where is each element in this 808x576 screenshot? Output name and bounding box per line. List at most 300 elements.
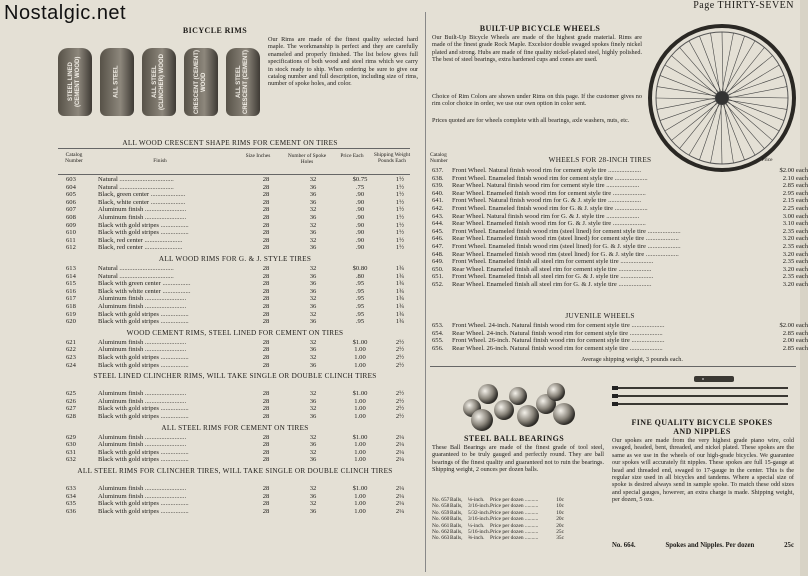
price: 10c — [556, 509, 564, 516]
table-row — [66, 265, 418, 273]
price: $1.00 — [352, 485, 368, 492]
finish: Black with green center ................. — [98, 280, 191, 288]
table-row — [66, 346, 418, 354]
size: 28 — [262, 295, 270, 303]
weight: 1½ — [395, 198, 405, 206]
bearings-title: STEEL BALL BEARINGS — [463, 434, 565, 443]
finish: Black, red center ....................... — [98, 244, 183, 252]
table-row — [66, 339, 418, 347]
size: 28 — [262, 198, 270, 206]
catalog-number: 605 — [66, 191, 76, 199]
description: Rear Wheel. 24-inch. Natural finish wood rim for cement style tire .................... — [452, 329, 663, 337]
table-row — [66, 508, 418, 516]
wheel-spoke — [722, 32, 723, 92]
spoke-holes: 36 — [309, 346, 317, 354]
price-label: Price per dozen .......... — [490, 503, 539, 510]
finish: Black with gold stripes ................. — [98, 448, 189, 456]
price: 2.35 each — [782, 258, 808, 266]
finish: Aluminum finish ......................... — [98, 206, 187, 214]
price: 1.00 — [354, 507, 366, 515]
wheels-description: Our Built-Up Bicycle Wheels are made of the highest grade material. Rims are made of the finest grade Rock Maple. Excelsior double swaged spokes finely nickel plated and strong. Hubs are made of fine quality nickel-plated steel, highly polished. The best of steel bearings, extra hardened cups and cones are used. — [432, 34, 642, 64]
table-row — [66, 206, 418, 214]
catalog-number: 630 — [66, 441, 76, 449]
weight: 1½ — [395, 176, 405, 183]
wheels-price-note: Prices quoted are for wheels complete with all bearings, axle washers, nuts, etc. — [432, 117, 630, 124]
weight: 1¾ — [395, 302, 405, 310]
item-size: ⅜-inch. — [468, 535, 485, 542]
spoke-holes: 36 — [309, 318, 317, 326]
item-number: No. 658 — [432, 503, 450, 510]
price: 2.00 each — [782, 337, 808, 345]
description: Rear Wheel. Natural finish wood rim for G. & J. style tire .................... — [452, 212, 640, 220]
spoke-holes: 32 — [309, 448, 317, 456]
price: 2.35 each — [782, 242, 808, 250]
rim-section-title: ALL WOOD RIMS FOR G. & J. STYLE TIRES — [158, 255, 312, 263]
price: 1.00 — [354, 412, 366, 420]
spoke-holes: 36 — [309, 441, 317, 449]
table-row — [66, 184, 418, 192]
item-number: No. 662 — [432, 528, 450, 535]
wheel-spoke — [728, 65, 780, 96]
ball-bearings-illustration — [458, 378, 582, 438]
weight: 2½ — [395, 338, 405, 346]
catalog-number: 642. — [432, 204, 444, 212]
table-row — [432, 251, 808, 259]
table-row — [432, 205, 808, 213]
weight: 1½ — [395, 213, 405, 221]
item-size: 5/32-inch. — [468, 509, 491, 516]
rim-image-5: ALL STEEL CRESCENT (CEMENT) — [226, 48, 260, 116]
size: 28 — [262, 213, 270, 221]
price: .95 — [355, 302, 365, 310]
price: $1.00 — [352, 390, 368, 398]
price: 1.00 — [354, 405, 366, 413]
price: $1.00 — [352, 338, 368, 346]
spokes-order-desc: Spokes and Nipples. Per dozen — [665, 542, 755, 549]
item-number: No. 657 — [432, 497, 450, 503]
table-row — [66, 493, 418, 501]
weight: 2½ — [395, 346, 405, 354]
table-row — [432, 266, 808, 274]
table-row — [66, 485, 418, 493]
catalog-number: 646. — [432, 235, 444, 243]
weight: 2¼ — [395, 448, 405, 456]
wheel-spoke — [660, 75, 716, 97]
size: 28 — [262, 318, 270, 326]
price: .90 — [355, 229, 365, 237]
size: 28 — [262, 485, 270, 492]
price: 3.20 each — [782, 250, 808, 258]
spoke-holes: 32 — [309, 338, 317, 346]
wheel-spoke — [727, 101, 772, 140]
price: 1.00 — [354, 346, 366, 354]
finish: Aluminum finish ......................... — [98, 397, 187, 405]
col-spokes: Number of Spoke Holes — [287, 153, 327, 165]
price: 2.35 each — [782, 227, 808, 235]
description: Front Wheel. Enameled finish wood rim (steel lined) for cement style tire .................... — [452, 227, 681, 235]
catalog-number: 641. — [432, 197, 444, 205]
finish: Black with gold stripes ................. — [98, 456, 189, 464]
catalog-number: 613 — [66, 265, 76, 272]
catalog-number: 609 — [66, 221, 76, 229]
wheel-spoke — [689, 104, 720, 156]
wheel-spoke — [728, 100, 787, 109]
catalog-number: 656. — [432, 344, 444, 352]
page-number: Page THIRTY-SEVEN — [693, 0, 794, 11]
rim-table — [66, 485, 418, 515]
rule — [430, 366, 796, 367]
table-row — [66, 280, 418, 288]
spoke-holes: 32 — [309, 500, 317, 508]
finish: Natural ................................. — [98, 176, 174, 183]
description: Rear Wheel. Enameled finish all steel rim for G. & J. style tire .................... — [452, 280, 652, 288]
weight: 1¾ — [395, 318, 405, 326]
col-finish: Finish — [153, 158, 167, 164]
description: Rear Wheel. Natural finish wood rim for cement style tire .................... — [452, 182, 640, 190]
catalog-number: 606 — [66, 198, 76, 206]
price: .90 — [355, 206, 365, 214]
catalog-number: 604 — [66, 183, 76, 191]
finish: Black, green center ..................... — [98, 191, 186, 199]
price: 2.10 each — [782, 174, 808, 182]
spokes-order-number: No. 664. — [612, 542, 636, 549]
item-type: Balls, — [450, 528, 463, 535]
spoke-holes: 32 — [309, 405, 317, 413]
item-size: 3/16-inch. — [468, 503, 491, 510]
spoke-holes: 36 — [309, 229, 317, 237]
catalog-number: 640. — [432, 189, 444, 197]
col-catalog: Catalog Number — [65, 152, 83, 164]
weight: 2½ — [395, 405, 405, 413]
finish: Aluminum finish ......................... — [98, 213, 187, 221]
wheel-spoke — [728, 97, 788, 98]
price: 2.15 each — [782, 197, 808, 205]
catalog-number: 621 — [66, 338, 76, 346]
wheels-color-note: Choice of Rim Colors are shown under Rims on this page. If the customer gives no rim color choice in order, we use our own option in color sent. — [432, 93, 642, 108]
spoke-holes: 32 — [309, 176, 317, 183]
spokes-order-price: 25c — [784, 542, 794, 549]
price: 20c — [556, 516, 564, 523]
catalog-number: 634 — [66, 492, 76, 500]
catalog-number: 643. — [432, 212, 444, 220]
description: Front Wheel. Natural finish wood rim for G. & J. style tire .................... — [452, 197, 642, 205]
catalog-number: 639. — [432, 182, 444, 190]
weight: 2½ — [395, 390, 405, 398]
table-row — [432, 235, 808, 243]
size: 28 — [262, 287, 270, 295]
price: $2.00 each — [779, 167, 808, 174]
description: Front Wheel. Enameled finish wood rim (steel lined) for G. & J. style tire .................... — [452, 242, 681, 250]
price: 1.00 — [354, 397, 366, 405]
size: 28 — [262, 244, 270, 252]
spoke-holes: 36 — [309, 456, 317, 464]
catalog-number: 629 — [66, 433, 76, 441]
price: $1.00 — [352, 433, 368, 441]
table-row — [66, 191, 418, 199]
size: 28 — [262, 265, 270, 272]
item-number: No. 661 — [432, 522, 450, 529]
description: Rear Wheel. Enameled finish wood rim (steel lined) for cement style tire .................... — [452, 235, 679, 243]
wheel-spoke — [711, 33, 720, 92]
price: 1.00 — [354, 500, 366, 508]
wheel-spoke — [665, 100, 717, 131]
rule — [58, 174, 410, 175]
size: 28 — [262, 390, 270, 398]
catalog-number: 622 — [66, 346, 76, 354]
price: 2.85 each — [782, 182, 808, 190]
catalog-number: 603 — [66, 176, 76, 183]
rim-image-3: ALL STEEL (CLINCHER) WOOD — [142, 48, 176, 116]
price: .95 — [355, 280, 365, 288]
table-row — [432, 345, 808, 353]
price: .90 — [355, 213, 365, 221]
table-row — [66, 229, 418, 237]
price: 1.00 — [354, 441, 366, 449]
catalog-number: 616 — [66, 287, 76, 295]
item-number: No. 659 — [432, 509, 450, 516]
price: 3.20 each — [782, 235, 808, 243]
price: 2.85 each — [782, 344, 808, 352]
table-row — [432, 175, 808, 183]
weight: 1¾ — [395, 287, 405, 295]
wheel-spoke — [728, 99, 784, 121]
price: .90 — [355, 191, 365, 199]
col-size: Size Inches — [245, 153, 271, 159]
wheel-spoke — [727, 102, 780, 131]
table-row — [66, 500, 418, 508]
rim-image-4: CRESCENT (CEMENT) WOOD — [184, 48, 218, 116]
price: .90 — [355, 198, 365, 206]
price-label: Price per dozen .......... — [490, 509, 539, 516]
catalog-number: 618 — [66, 302, 76, 310]
finish: Black, red center ....................... — [98, 236, 183, 244]
weight: 1½ — [395, 221, 405, 229]
catalog-number: 645. — [432, 227, 444, 235]
price: 10c — [556, 503, 564, 510]
rims-section-title: ALL WOOD CRESCENT SHAPE RIMS FOR CEMENT ON TIRES — [122, 139, 338, 147]
table-row — [432, 322, 808, 330]
table-row — [66, 413, 418, 421]
table-row — [66, 441, 418, 449]
size: 28 — [262, 397, 270, 405]
size: 28 — [262, 361, 270, 369]
item-type: Balls, — [450, 503, 463, 510]
weight: 1½ — [395, 229, 405, 237]
price: 2.25 each — [782, 204, 808, 212]
wheel-spoke — [722, 33, 733, 92]
finish: Black with gold stripes ................. — [98, 353, 189, 361]
wheel-spoke — [724, 41, 755, 93]
catalog-number: 636 — [66, 507, 76, 515]
weight: 2¼ — [395, 492, 405, 500]
table-row — [66, 237, 418, 245]
price: 3.00 each — [782, 212, 808, 220]
finish: Black with gold stripes ................. — [98, 412, 189, 420]
weight: 1½ — [395, 206, 405, 214]
catalog-number: 631 — [66, 448, 76, 456]
catalog-number: 623 — [66, 353, 76, 361]
rim-table — [66, 176, 418, 252]
table-row — [432, 337, 808, 345]
description: Rear Wheel. Enameled finish wood rim for cement style tire .................... — [452, 189, 646, 197]
price: 3.10 each — [782, 220, 808, 228]
spoke-holes: 36 — [309, 507, 317, 515]
table-row — [66, 318, 418, 326]
table-row — [66, 273, 418, 281]
catalog-number: 638. — [432, 174, 444, 182]
price: 1.00 — [354, 361, 366, 369]
wheel-illustration — [646, 22, 798, 174]
catalog-number: 649. — [432, 258, 444, 266]
price: .95 — [355, 318, 365, 326]
spoke-holes: 36 — [309, 412, 317, 420]
weight: 2¼ — [395, 485, 405, 492]
price: .90 — [355, 236, 365, 244]
wheel-spoke — [680, 47, 719, 92]
price-label: Price per dozen .......... — [490, 535, 539, 542]
size: 28 — [262, 433, 270, 441]
finish: Aluminum finish ......................... — [98, 485, 187, 492]
spoke-holes: 36 — [309, 213, 317, 221]
item-type: Balls, — [450, 516, 463, 523]
juvenile-weight-note: Average shipping weight, 3 pounds each. — [581, 356, 683, 363]
table-row — [66, 311, 418, 319]
spoke-holes: 32 — [309, 390, 317, 398]
catalog-number: 632 — [66, 456, 76, 464]
catalog-number: 620 — [66, 318, 76, 326]
finish: Black with gold stripes ................. — [98, 318, 189, 326]
finish: Black, white center ..................... — [98, 198, 186, 206]
rim-section-title: WOOD CEMENT RIMS, STEEL LINED FOR CEMENT ON TIRES — [126, 328, 344, 337]
rims-description: Our Rims are made of the finest quality selected hard maple. The workmanship is perfect and they are carefully enameled and properly finished. The list below gives full specifications of both wood and steel rims which we carry in stock ready to ship. When ordering be sure to give our catalog number and full description, including size of rims, number of spoke holes, and color. — [268, 36, 418, 88]
catalog-number: 611 — [66, 236, 76, 244]
description: Front Wheel. 24-inch. Natural finish wood rim for cement style tire .................... — [452, 322, 665, 329]
size: 28 — [262, 492, 270, 500]
table-row — [66, 434, 418, 442]
weight: 1¾ — [395, 310, 405, 318]
price-label: Price per dozen .......... — [490, 528, 539, 535]
col-weight: Shipping Weight Pounds Each — [373, 152, 411, 164]
weight: 2¼ — [395, 507, 405, 515]
table-row — [432, 330, 808, 338]
finish: Natural ................................. — [98, 183, 174, 191]
table-row — [432, 243, 808, 251]
price: 2.35 each — [782, 273, 808, 281]
finish: Aluminum finish ......................... — [98, 433, 187, 441]
price-label: Price per dozen .......... — [490, 522, 539, 529]
size: 28 — [262, 310, 270, 318]
item-type: Balls, — [450, 535, 463, 542]
size: 28 — [262, 176, 270, 183]
price: .95 — [355, 295, 365, 303]
item-number: No. 660 — [432, 516, 450, 523]
description: Front Wheel. Enameled finish all steel rim for G. & J. style tire .................... — [452, 273, 654, 281]
catalog-number: 637. — [432, 167, 444, 174]
price: 2.95 each — [782, 189, 808, 197]
weight: 2¼ — [395, 456, 405, 464]
description: Rear Wheel. Enameled finish wood rim for G. & J. style tire .................... — [452, 220, 646, 228]
price: .95 — [355, 310, 365, 318]
catalog-number: 648. — [432, 250, 444, 258]
finish: Black with gold stripes ................. — [98, 405, 189, 413]
description: Front Wheel. 26-inch. Natural finish wood rim for cement style tire .................... — [452, 337, 665, 345]
wheels-col-catalog: Catalog Number — [430, 152, 448, 164]
table-row — [66, 288, 418, 296]
description: Rear Wheel. 26-inch. Natural finish wood rim for cement style tire .................... — [452, 344, 663, 352]
price: 25c — [556, 528, 564, 535]
spoke-holes: 36 — [309, 280, 317, 288]
wheels-title: BUILT-UP BICYCLE WHEELS — [479, 24, 601, 33]
size: 28 — [262, 412, 270, 420]
size: 28 — [262, 191, 270, 199]
rim-section-title: STEEL LINED CLINCHER RIMS, WILL TAKE SINGLE OR DOUBLE CLINCH TIRES — [93, 372, 377, 381]
table-row — [66, 199, 418, 207]
weight: 2½ — [395, 412, 405, 420]
spoke-holes: 32 — [309, 236, 317, 244]
catalog-number: 619 — [66, 310, 76, 318]
size: 28 — [262, 353, 270, 361]
catalog-number: 607 — [66, 206, 76, 214]
finish: Black with gold stripes ................. — [98, 507, 189, 515]
catalog-number: 608 — [66, 213, 76, 221]
price: .80 — [355, 272, 365, 280]
table-row — [66, 456, 418, 464]
price-label: Price per dozen .......... — [490, 497, 539, 503]
price: 10c — [556, 497, 564, 503]
price: $0.75 — [352, 176, 368, 183]
item-type: Balls, — [450, 509, 463, 516]
catalog-number: 614 — [66, 272, 76, 280]
spoke-holes: 32 — [309, 433, 317, 441]
weight: 1½ — [395, 244, 405, 252]
price: 2.85 each — [782, 329, 808, 337]
item-number: No. 663 — [432, 535, 450, 542]
weight: 1¾ — [395, 265, 405, 272]
wheels-28-table — [432, 167, 808, 289]
description: Front Wheel. Enameled finish wood rim for G. & J. style tire .................... — [452, 204, 648, 212]
weight: 1¾ — [395, 295, 405, 303]
weight: 1¾ — [395, 272, 405, 280]
catalog-number: 644. — [432, 220, 444, 228]
spoke-holes: 32 — [309, 353, 317, 361]
finish: Aluminum finish ......................... — [98, 338, 187, 346]
catalog-number: 651. — [432, 273, 444, 281]
spoke-holes: 36 — [309, 272, 317, 280]
item-size: 5/16-inch. — [468, 528, 491, 535]
table-row — [432, 197, 808, 205]
table-row — [432, 228, 808, 236]
wheels-28-title: WHEELS FOR 28-INCH TIRES — [548, 156, 652, 164]
item-size: 3/16-inch. — [468, 516, 491, 523]
wheel-spoke — [724, 104, 733, 163]
price: 3.20 each — [782, 265, 808, 273]
catalog-number: 653. — [432, 322, 444, 329]
finish: Aluminum finish ......................... — [98, 295, 187, 303]
finish: Black with gold stripes ................. — [98, 229, 189, 237]
finish: Aluminum finish ......................... — [98, 441, 187, 449]
table-row — [66, 244, 418, 252]
price: .75 — [355, 183, 365, 191]
wheel-spoke — [665, 65, 718, 94]
spoke-holes: 32 — [309, 485, 317, 492]
catalog-number: 617 — [66, 295, 76, 303]
rim-table — [66, 390, 418, 420]
weight: 2½ — [395, 397, 405, 405]
column-divider — [425, 12, 426, 572]
rims-title: BICYCLE RIMS — [182, 26, 248, 35]
price: 1.00 — [354, 448, 366, 456]
spoke-holes: 32 — [309, 295, 317, 303]
